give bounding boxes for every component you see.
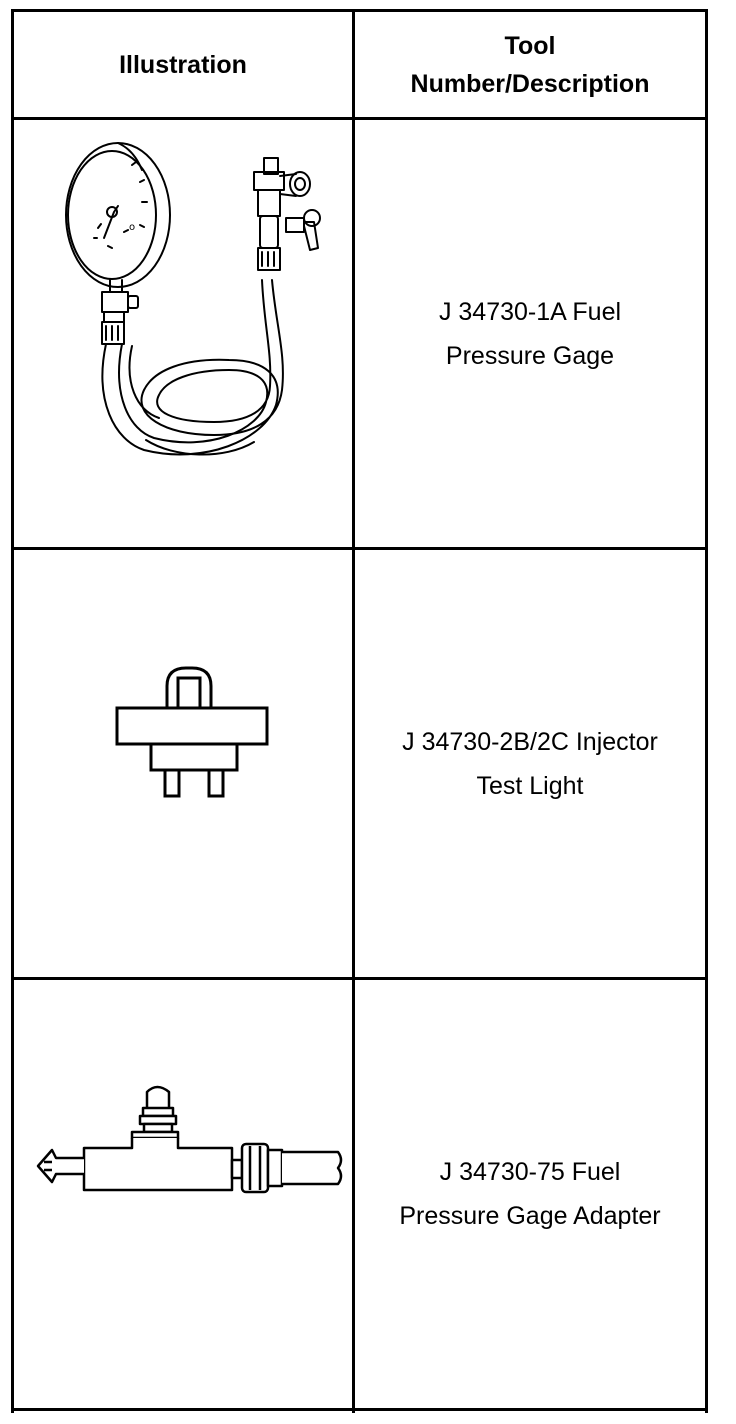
row-1-description [355, 120, 705, 547]
header-tool-label-line1: Tool [504, 31, 556, 60]
tool-table [11, 9, 708, 1413]
row-2-line-1: J 34730-2B/2C Injector [402, 727, 658, 756]
table-border-bottom [11, 1408, 708, 1411]
injector-test-light-icon [14, 550, 352, 977]
fuel-pressure-gage-icon [14, 120, 352, 547]
row-1-line-1: J 34730-1A Fuel [438, 297, 622, 326]
row-2-line-2: Test Light [476, 771, 584, 800]
row-2-description [355, 550, 705, 977]
row-1-line-2: Pressure Gage [445, 341, 615, 370]
row-3-illustration [14, 980, 352, 1407]
header-illustration-label: Illustration [119, 50, 247, 79]
row-3-line-2: Pressure Gage Adapter [399, 1201, 661, 1230]
header-tool [355, 12, 705, 117]
row-1-illustration [14, 120, 352, 547]
row-3-description [355, 980, 705, 1407]
row-3-line-1: J 34730-75 Fuel [439, 1157, 621, 1186]
header-tool-label-line2: Number/Description [410, 69, 650, 98]
fuel-pressure-gage-adapter-icon [14, 980, 352, 1407]
table-border-right [705, 9, 708, 1413]
svg-text:o: o [129, 222, 136, 233]
header-illustration [14, 12, 352, 117]
row-2-illustration [14, 550, 352, 977]
